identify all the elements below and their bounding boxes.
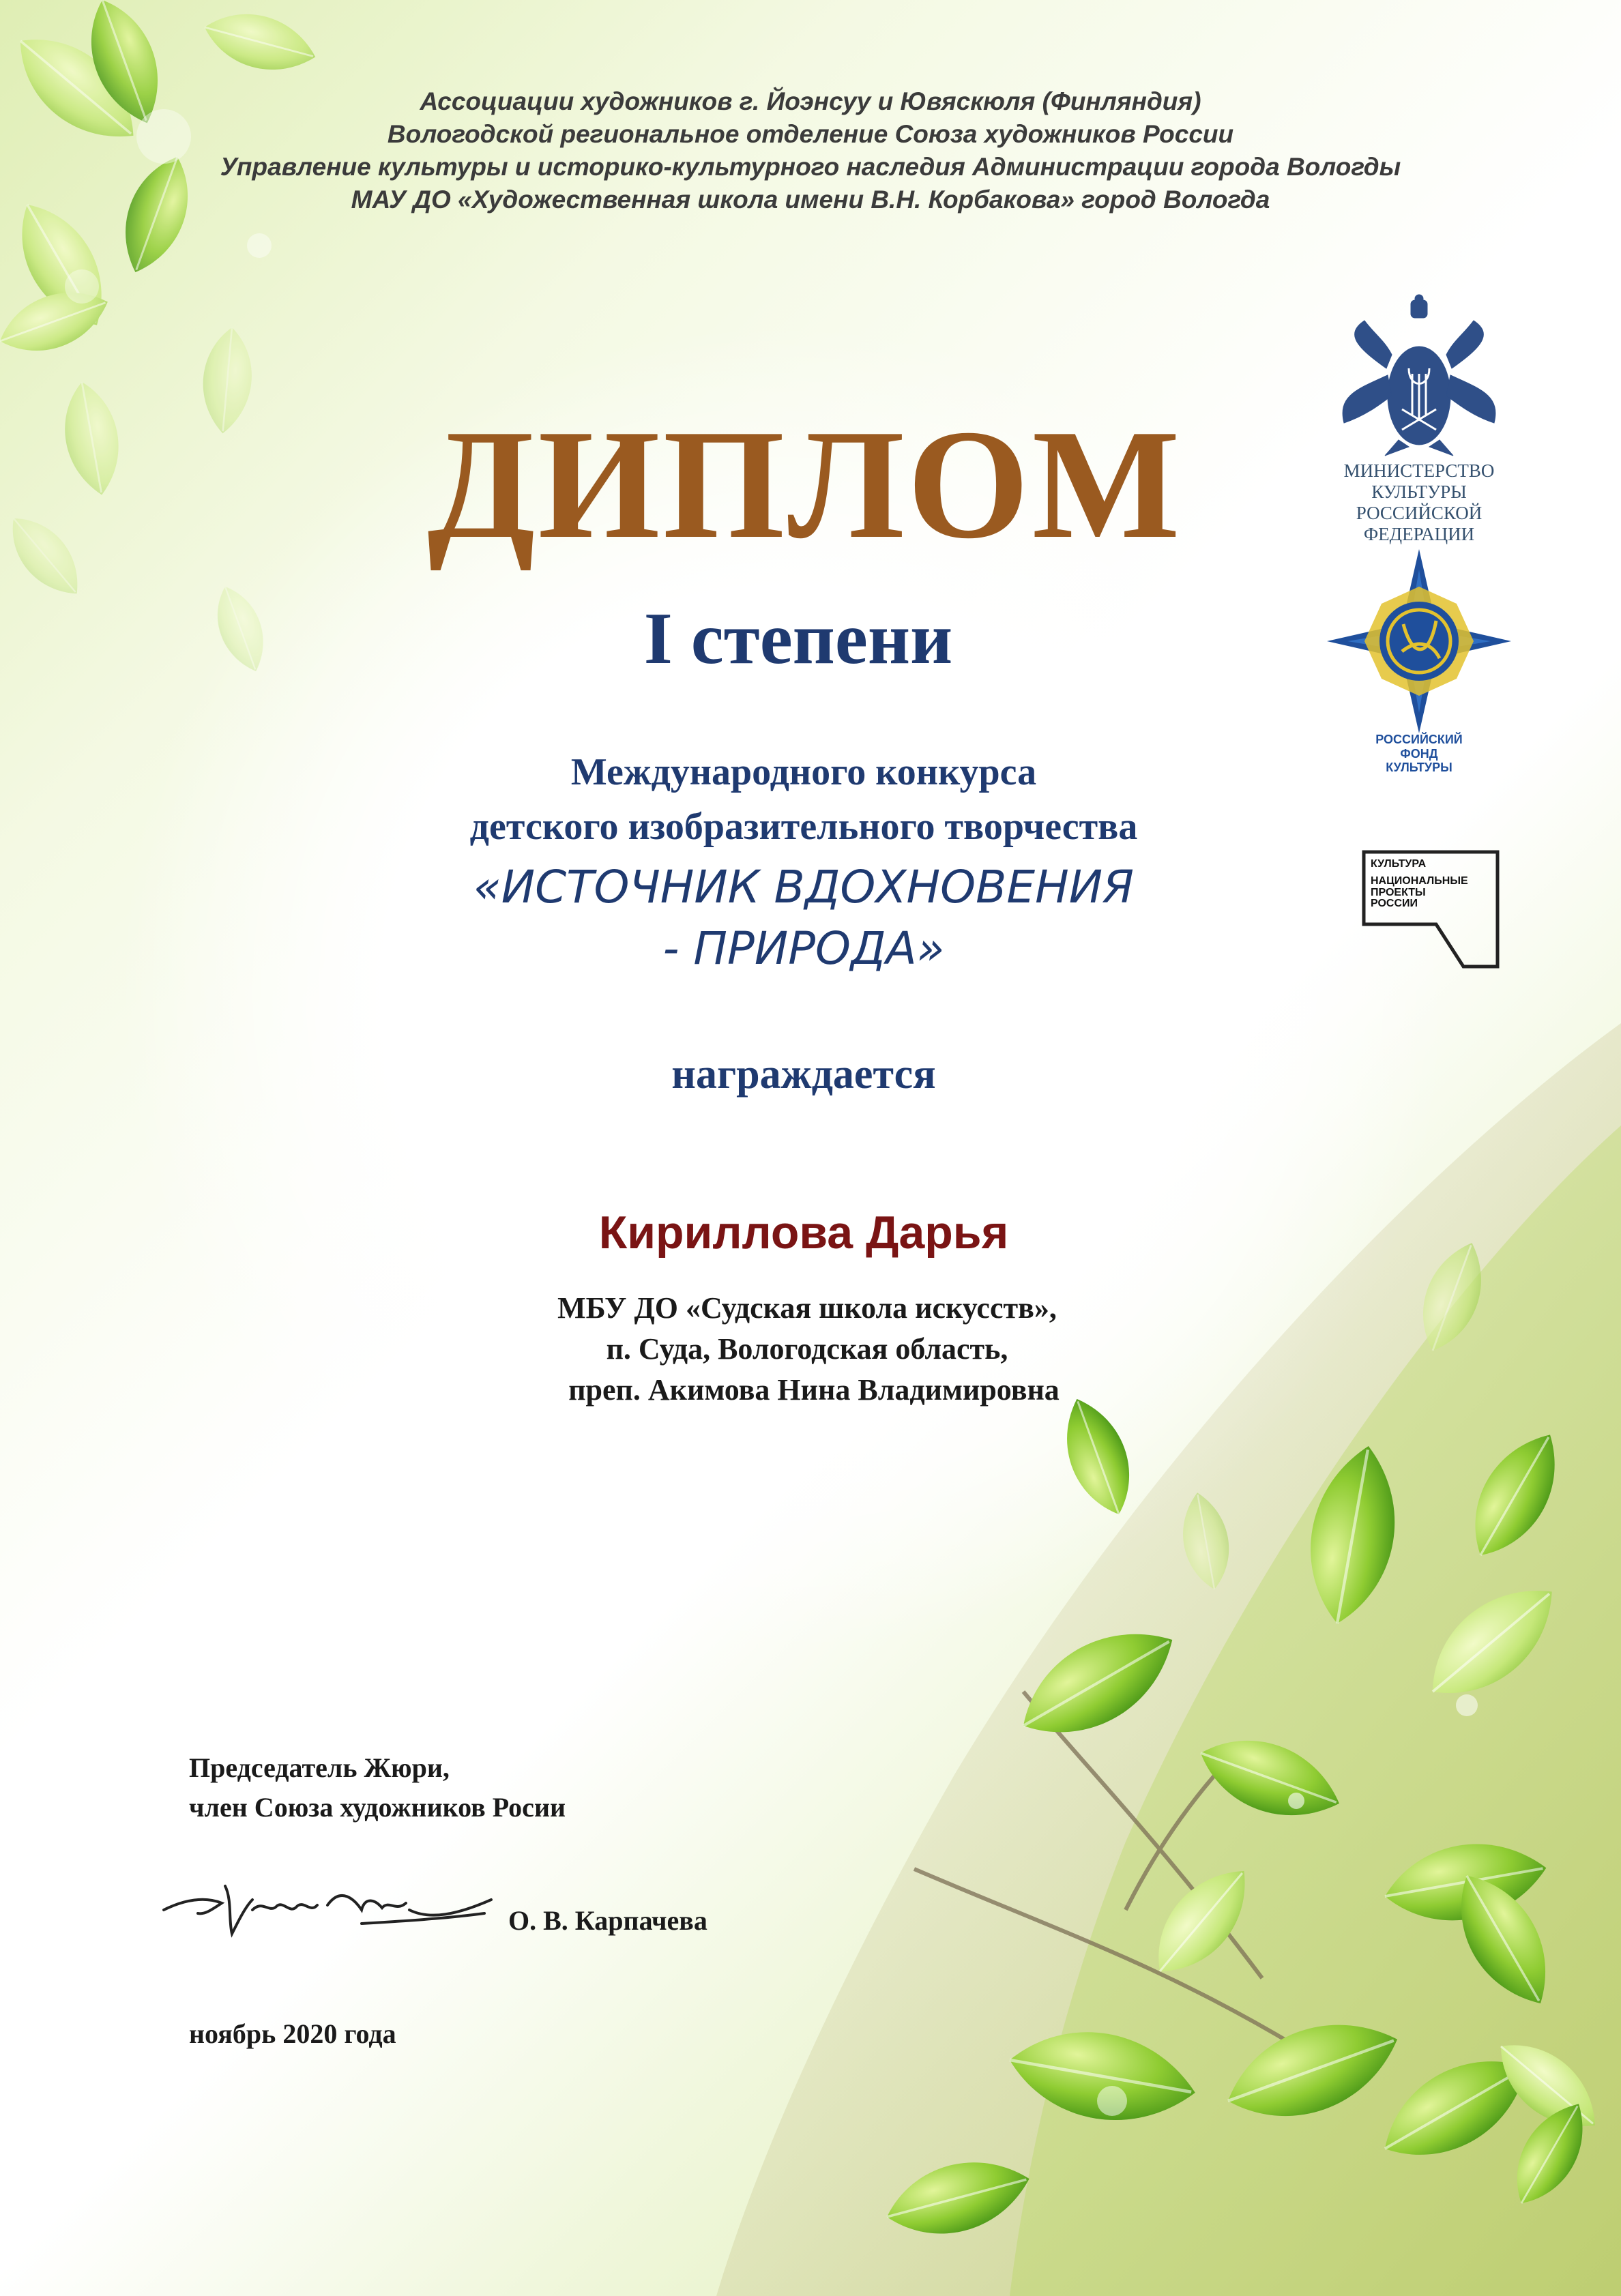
jury-title-1: Председатель Жюри, — [189, 1752, 450, 1783]
diploma-title: ДИПЛОМ — [427, 397, 1183, 571]
awardee-school: МБУ ДО «Судская школа искусств», — [557, 1291, 1057, 1325]
header-line: МАУ ДО «Художественная школа имени В.Н. Корбакова» город Вологда — [351, 186, 1270, 214]
awardee-location: п. Суда, Вологодская область, — [606, 1332, 1008, 1366]
fund-caption-line: ФОНД — [1400, 746, 1438, 761]
ministry-caption-line: РОССИЙСКОЙ ФЕДЕРАЦИИ — [1356, 503, 1483, 545]
issue-date: ноябрь 2020 года — [189, 2018, 396, 2049]
header-line: Управление культуры и историко-культурного наследия Администрации города Вологды — [220, 153, 1401, 181]
jury-name: О. В. Карпачева — [508, 1905, 707, 1936]
np-line: ПРОЕКТЫ — [1371, 886, 1426, 898]
ministry-caption-line: МИНИСТЕРСТВО КУЛЬТУРЫ — [1343, 460, 1495, 503]
np-line: КУЛЬТУРА — [1371, 858, 1427, 870]
signature — [157, 1872, 498, 1947]
awarded-label: награждается — [671, 1051, 936, 1098]
fund-caption-line: КУЛЬТУРЫ — [1386, 761, 1452, 775]
np-line: РОССИИ — [1371, 898, 1418, 910]
header-line: Вологодской региональное отделение Союза художников России — [387, 120, 1234, 148]
header-line: Ассоциации художников г. Йоэнсуу и Ювяскюля (Финляндия) — [420, 87, 1201, 115]
contest-name-line-1: «ИСТОЧНИК ВДОХНОВЕНИЯ — [473, 861, 1134, 913]
awardee-name: Кириллова Дарья — [598, 1207, 1009, 1259]
fund-caption-line: РОССИЙСКИЙ — [1375, 733, 1463, 746]
jury-title-2: член Союза художников Росии — [189, 1792, 566, 1823]
diploma-degree: I степени — [643, 598, 953, 679]
contest-line-2: детского изобразительного творчества — [469, 806, 1138, 848]
awardee-teacher: преп. Акимова Нина Владимировна — [568, 1373, 1060, 1407]
np-line: НАЦИОНАЛЬНЫЕ — [1371, 874, 1468, 887]
contest-name-line-2: - ПРИРОДА» — [662, 922, 945, 975]
contest-line-1: Международного конкурса — [570, 751, 1037, 793]
